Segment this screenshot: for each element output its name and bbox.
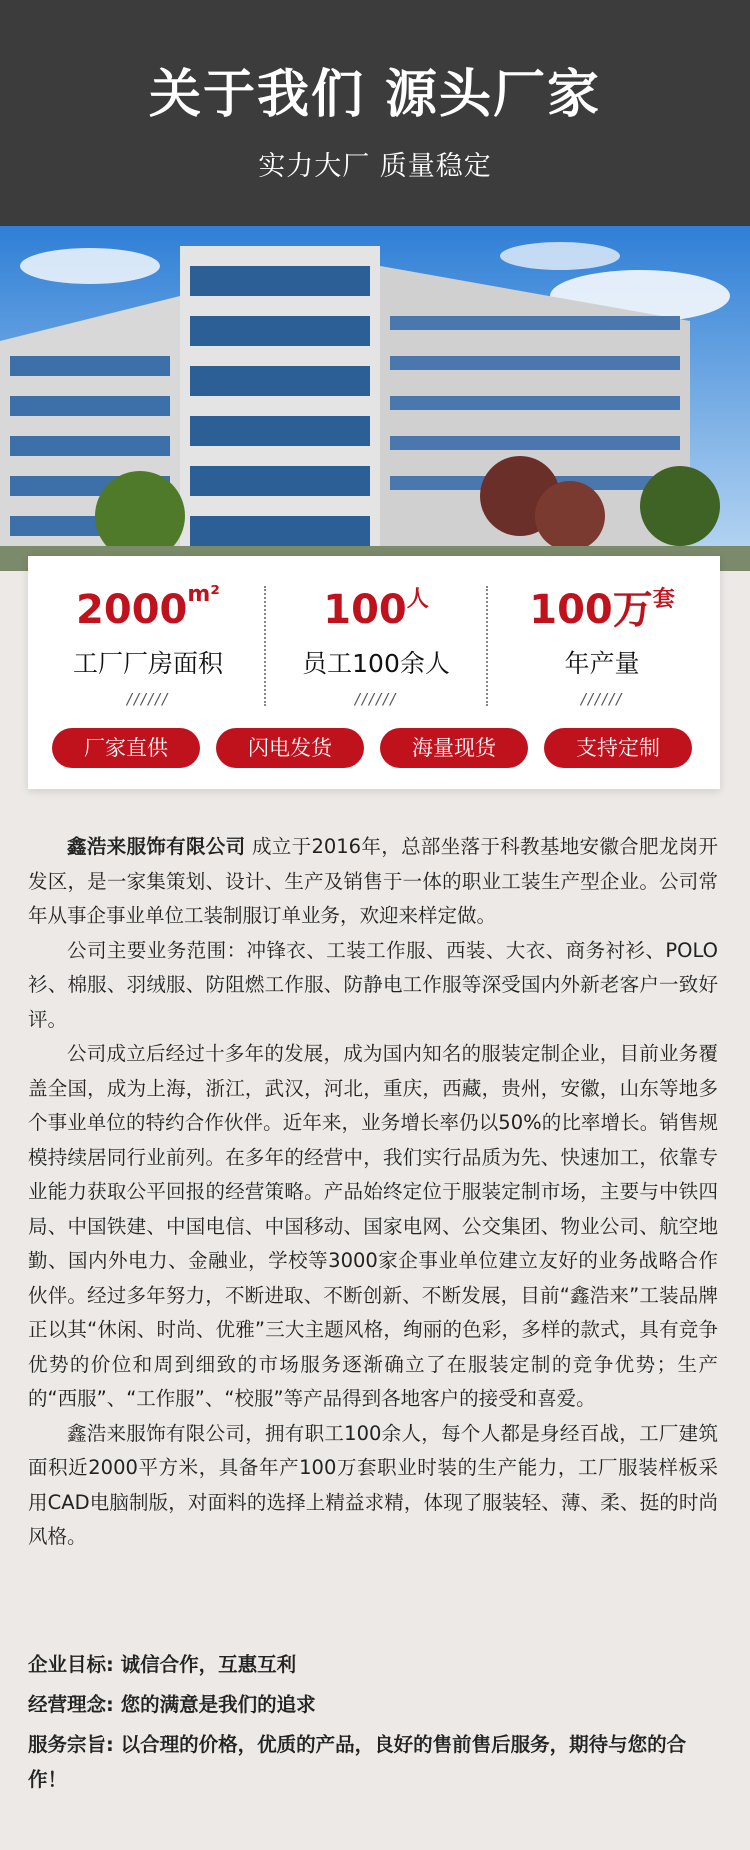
service-tenet: 服务宗旨: 以合理的价格，优质的产品，良好的售前售后服务，期待与您的合作！ [28,1733,687,1791]
factory-building-photo [0,226,750,571]
company-name: 鑫浩来服饰有限公司 [67,835,246,858]
tag-fast-shipping: 闪电发货 [216,728,364,768]
page-header [0,0,750,226]
intro-paragraph-2: 公司主要业务范围：冲锋衣、工装工作服、西装、大衣、商务衬衫、POLO衫、棉服、羽绒服、防阻燃工作服、防静电工作服等深受国内外新老客户一致好评。 [28,938,718,1031]
stat-label: 员工100余人 [302,649,450,678]
stat-factory-area [38,582,258,708]
tag-large-stock: 海量现货 [380,728,528,768]
stat-label: 年产量 [564,649,640,678]
stat-unit: 套 [652,587,675,612]
stat-label: 工厂厂房面积 [72,649,223,678]
stat-divider [486,586,488,706]
tag-factory-direct: 厂家直供 [52,728,200,768]
enterprise-goal: 企业目标: 诚信合作，互惠互利 [28,1653,297,1676]
stat-employees [266,586,486,708]
stat-value: 2000 [76,587,188,633]
intro-paragraph-4: 鑫浩来服饰有限公司，拥有职工100余人，每个人都是身经百战，工厂建筑面积近2000平方米，具备年产100万套职业时装的生产能力，工厂服装样板采用CAD电脑制版，对面料的选择上精益求精，体现了服装轻、薄、柔、挺的时尚风格。 [28,1421,718,1548]
tag-customization: 支持定制 [544,728,692,768]
page-title: 关于我们 源头厂家 [148,65,602,125]
stat-annual-output [492,586,712,708]
page-subtitle: 实力大厂 质量稳定 [258,151,492,182]
company-description [28,830,718,1555]
stats-card [28,556,720,789]
stat-unit: m² [187,582,220,607]
stat-unit: 人 [406,587,429,612]
business-philosophy: 经营理念: 您的满意是我们的追求 [28,1693,316,1716]
intro-text-1: 成立于2016年，总部坐落于科教基地安徽合肥龙岗开发区，是一家集策划、设计、生产及销售于一体的职业工装生产型企业。公司常年从事企事业单位工装制服订单业务，欢迎来样定做。 [28,835,718,927]
stat-value: 100 [323,587,407,633]
intro-paragraph-1 [28,830,718,934]
stat-decoration: ////// [580,690,624,708]
intro-paragraph-3: 公司成立后经过十多年的发展，成为国内知名的服装定制企业，目前业务覆盖全国，成为上海，浙江，武汉，河北，重庆，西藏，贵州，安徽，山东等地多个事业单位的特约合作伙伴。近年来，业务增长率仍以50%的比率增长。销售规模持续居同行业前列。在多年的经营中，我们实行品质为先、快速加工，依靠专业能力获取公平回报的经营策略。产品始终定位于服装定制市场，主要与中铁四局、中国铁建、中国电信、中国移动、国家电网、公交集团、物业公司、航空地勤、国内外电力、金融业，学校等3000家企事业单位建立友好的业务战略合作伙伴。经过多年努力，不断进取、不断创新、不断发展，目前“鑫浩来”工装品牌正以其“休闲、时尚、优雅”三大主题风格，绚丽的色彩，多样的款式，具有竞争优势的价位和周到细致的市场服务逐渐确立了在服装定制的竞争优势；生产的“西服”、“工作服”、“校服”等产品得到各地客户的接受和喜爱。 [28,1042,718,1410]
stat-value: 100万 [529,587,653,633]
stat-decoration: ////// [126,690,170,708]
stat-decoration: ////// [354,690,398,708]
